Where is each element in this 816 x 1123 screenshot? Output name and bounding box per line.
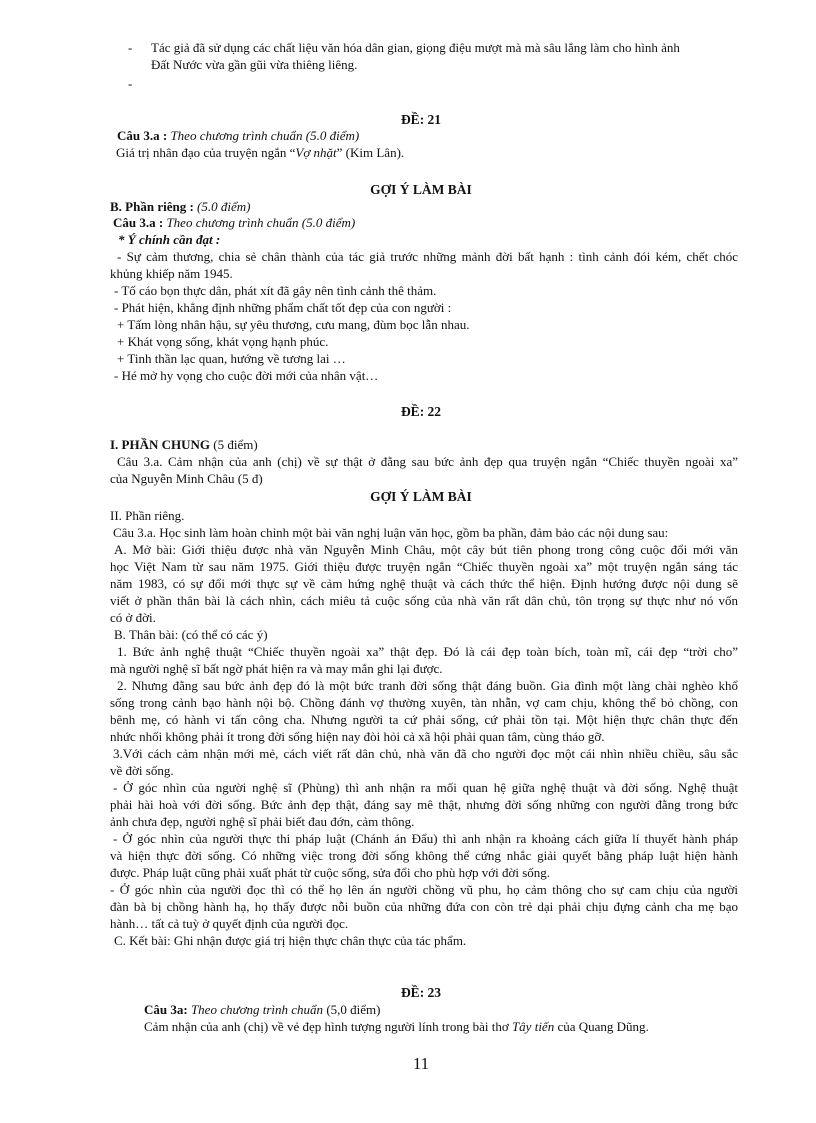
- program-note: Theo chương trình chuẩn (5.0 điểm): [170, 128, 360, 143]
- text-line: - Hé mở hy vọng cho cuộc đời mới của nhân vật…: [114, 368, 379, 383]
- question-label: Câu 3.a :: [117, 128, 168, 143]
- text-line: bênh mẹ, có hành vi tấn công cha. Nhưng người ta cứ phải sống, cứ phải tồn tại. Một hiện thực chân thực đến: [110, 712, 738, 727]
- question-text: Giá trị nhân đạo của truyện ngắn “Vợ nhặt” (Kim Lân).: [116, 145, 405, 160]
- text-line: - Tố cáo bọn thực dân, phát xít đã gây nên tình cảnh thê thảm.: [114, 283, 437, 298]
- text-line: B. Thân bài: (có thể có các ý): [114, 627, 268, 642]
- text-line: 1. Bức ảnh nghệ thuật “Chiếc thuyền ngoài xa” thật đẹp. Đó là cái đẹp toàn bích, toàn mĩ, cái đẹp “trời cho”: [117, 644, 738, 659]
- text-line: và hiện thực đời sống. Có những việc trong đời sống không thể cứng nhắc giải quyết bằng pháp luật hiện hành: [110, 848, 738, 863]
- text-line: hành… tất cả tuỳ ở quyết định của người đọc.: [110, 916, 349, 931]
- text-line: viết ở phần thân bài là cách nhìn, cách miêu tả cuộc sống của nhà văn rất dân chủ, tôn trọng sự thực như nó vốn: [110, 593, 738, 608]
- text-line: Câu 3.a. Học sinh làm hoàn chỉnh một bài văn nghị luận văn học, gồm ba phần, đảm bảo các nội dung sau:: [113, 525, 669, 540]
- text-line: 2. Nhưng đằng sau bức ảnh đẹp đó là một bức tranh đời sống thật đáng buồn. Gia đình một làng chài nghèo khổ: [117, 678, 738, 693]
- main-ideas-heading: * Ý chính cần đạt :: [118, 232, 221, 247]
- text-line: C. Kết bài: Ghi nhận được giá trị hiện thực chân thực của tác phẩm.: [114, 933, 467, 948]
- question-line: [117, 128, 359, 144]
- section-title-de21: ĐỀ: 21: [400, 112, 442, 127]
- text-line: ảnh chưa đẹp, người nghệ sĩ phải biết đau đớn, cảm thông.: [110, 814, 415, 829]
- text-line: + Khát vọng sống, khát vọng hạnh phúc.: [117, 334, 329, 349]
- text-line: - Ở góc nhìn của người đọc thì có thể họ lên án người chồng vũ phu, họ cảm thông cho sự cam chịu của người: [110, 882, 738, 897]
- question-text: Cảm nhận của anh (chị) về vẻ đẹp hình tượng người lính trong bài thơ Tây tiến của Quang Dũng.: [144, 1019, 649, 1034]
- page-number: 11: [412, 1054, 430, 1073]
- text-line: của Nguyễn Minh Châu (5 đ): [110, 471, 263, 486]
- text-line: phải hài hoà với đời sống. Bức ảnh đẹp thật, đáng say mê thật, nhưng đời sống những con người đằng trong bức: [110, 797, 738, 812]
- text-line: có ở đời.: [110, 610, 156, 625]
- text-line: nhức nhối không phải ít trong đời sống hiện nay đòi hỏi cả xã hội phải quan tâm, cùng tháo gỡ.: [110, 729, 605, 744]
- text-line: + Tinh thần lạc quan, hướng về tương lai …: [117, 351, 346, 366]
- text-line: mà người nghệ sĩ bất ngờ phát hiện ra và may mắn ghi lại được.: [110, 661, 443, 676]
- section-heading-goi-y: GỢI Ý LÀM BÀI: [370, 182, 472, 197]
- question-line: Câu 3.a : Theo chương trình chuẩn (5.0 điểm): [113, 215, 356, 230]
- intro-line: Đất Nước vừa gần gũi vừa thiêng liêng.: [151, 57, 358, 72]
- text-line: Câu 3.a. Cảm nhận của anh (chị) về sự thật ở đằng sau bức ảnh đẹp qua truyện ngắn “Chiếc thuyền ngoài xa”: [117, 454, 738, 469]
- bullet-dash: -: [128, 40, 133, 55]
- text-line: học Việt Nam từ sau năm 1975. Giới thiệu được truyện ngắn “Chiếc thuyền ngoài xa” một truyện ngắn sáng tác: [110, 559, 738, 574]
- text-line: A. Mở bài: Giới thiệu được nhà văn Nguyễn Minh Châu, một cây bút tiên phong trong công cuộc đổi mới văn: [114, 542, 738, 557]
- text-line: năm 1983, có sự đổi mới thực sự về cảm hứng nghệ thuật và cách thức thể hiện. Định hướng được nội dung sẽ: [110, 576, 738, 591]
- part-heading: B. Phần riêng : (5.0 điểm): [110, 199, 251, 214]
- text-line: khủng khiếp năm 1945.: [110, 266, 233, 281]
- text-line: đàn bà bị chồng hành hạ, họ thấy được nỗi buồn của những đứa con còn trẻ dại phải chịu đựng cảnh cha mẹ bạo: [110, 899, 738, 914]
- text-line: + Tấm lòng nhân hậu, sự yêu thương, cưu mang, đùm bọc lẫn nhau.: [117, 317, 470, 332]
- text-line: được. Pháp luật cũng phải xuất phát từ cuộc sống, sửa đổi cho phù hợp với đời sống.: [110, 865, 551, 880]
- text-line: - Ở góc nhìn của người thực thi pháp luật (Chánh án Đẩu) thì anh nhận ra khoảng cách giữa lí thuyết hành pháp: [113, 831, 738, 846]
- question-line: Câu 3a: Theo chương trình chuẩn (5,0 điểm): [144, 1002, 381, 1017]
- section-heading-goi-y: GỢI Ý LÀM BÀI: [370, 489, 472, 504]
- text-line: - Phát hiện, khẳng định những phẩm chất tốt đẹp của con người :: [114, 300, 452, 315]
- text-line: sống trong cảnh bạo hành nội bộ. Chồng đánh vợ thường xuyên, tàn nhẫn, vợ cam chịu, không thể bỏ chồng, con: [110, 695, 738, 710]
- intro-line: Tác giả đã sử dụng các chất liệu văn hóa dân gian, giọng điệu mượt mà mà sâu lắng làm cho hình ảnh: [151, 40, 680, 55]
- text-line: - Sự cảm thương, chia sẻ chân thành của tác giả trước những mảnh đời bất hạnh : tình cảnh đói kém, chết chóc: [117, 249, 738, 264]
- text-line: II. Phần riêng.: [110, 508, 185, 523]
- text-line: - Ở góc nhìn của người nghệ sĩ (Phùng) thì anh nhận ra mối quan hệ giữa nghệ thuật và đời sống. Nghệ thuật: [113, 780, 738, 795]
- text-line: về đời sống.: [110, 763, 174, 778]
- section-title-de23: ĐỀ: 23: [400, 985, 442, 1000]
- part-heading: I. PHẦN CHUNG (5 điểm): [110, 437, 258, 452]
- text-line: 3.Với cách cảm nhận mới mẻ, cách viết rất dân chủ, nhà văn đã cho người đọc một cái nhìn nhiều chiều, sâu sắc: [113, 746, 738, 761]
- bullet-dash: -: [128, 76, 133, 91]
- section-title-de22: ĐỀ: 22: [400, 404, 442, 419]
